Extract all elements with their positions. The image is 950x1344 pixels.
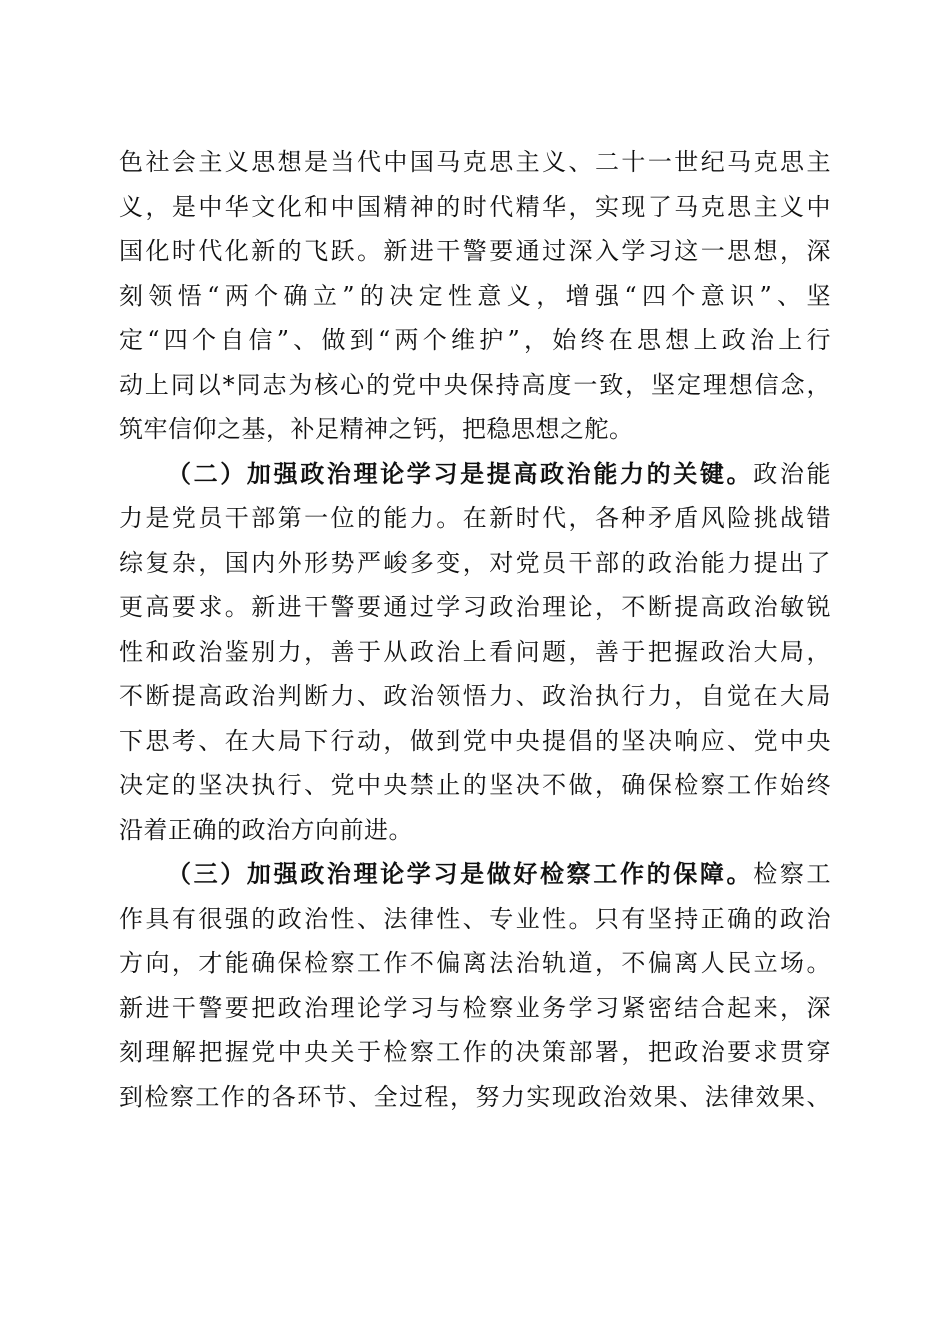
document-body	[119, 140, 831, 1119]
paragraph-line: 综复杂，国内外形势严峻多变，对党员干部的政治能力提出了	[119, 548, 831, 577]
paragraph-3	[119, 852, 831, 1119]
paragraph-line: 刻理解把握党中央关于检察工作的决策部署，把政治要求贯穿	[119, 1038, 831, 1066]
paragraph-line: 定“四个自信”、做到“两个维护”，始终在思想上政治上行	[119, 326, 831, 354]
paragraph-line: 到检察工作的各环节、全过程，努力实现政治效果、法律效果、	[119, 1082, 831, 1111]
paragraph-1	[119, 140, 831, 452]
paragraph-line: 筑牢信仰之基，补足精神之钙，把稳思想之舵。	[119, 415, 634, 443]
paragraph-line: 不断提高政治判断力、政治领悟力、政治执行力，自觉在大局	[119, 682, 831, 710]
paragraph-line: 动上同以*同志为核心的党中央保持高度一致，坚定理想信念，	[119, 370, 831, 399]
paragraph-line: 国化时代化新的飞跃。新进干警要通过深入学习这一思想，深	[119, 237, 831, 265]
paragraph-line: 性和政治鉴别力，善于从政治上看问题，善于把握政治大局，	[119, 637, 831, 666]
section-heading: （三）加强政治理论学习是做好检察工作的保障。	[167, 859, 754, 888]
paragraph-line: 力是党员干部第一位的能力。在新时代，各种矛盾风险挑战错	[119, 504, 831, 532]
paragraph-first-line	[119, 852, 831, 897]
paragraph-line: 色社会主义思想是当代中国马克思主义、二十一世纪马克思主	[119, 148, 831, 176]
paragraph-text: 政治能	[753, 459, 832, 488]
section-heading: （二）加强政治理论学习是提高政治能力的关键。	[167, 458, 754, 488]
paragraph-first-line	[119, 452, 831, 497]
paragraph-line: 方向，才能确保检察工作不偏离法治轨道，不偏离人民立场。	[119, 949, 831, 977]
paragraph-text: 检察工	[753, 860, 832, 888]
paragraph-line: 义，是中华文化和中国精神的时代精华，实现了马克思主义中	[119, 192, 831, 221]
paragraph-line: 刻领悟“两个确立”的决定性意义，增强“四个意识”、坚	[119, 281, 831, 310]
paragraph-line: 作具有很强的政治性、法律性、专业性。只有坚持正确的政治	[119, 904, 831, 933]
paragraph-line: 更高要求。新进干警要通过学习政治理论，不断提高政治敏锐	[119, 593, 831, 621]
paragraph-line: 下思考、在大局下行动，做到党中央提倡的坚决响应、党中央	[119, 726, 831, 755]
paragraph-2	[119, 452, 831, 853]
paragraph-line: 决定的坚决执行、党中央禁止的坚决不做，确保检察工作始终	[119, 771, 831, 799]
paragraph-line: 沿着正确的政治方向前进。	[119, 815, 413, 844]
paragraph-line: 新进干警要把政治理论学习与检察业务学习紧密结合起来，深	[119, 993, 831, 1022]
